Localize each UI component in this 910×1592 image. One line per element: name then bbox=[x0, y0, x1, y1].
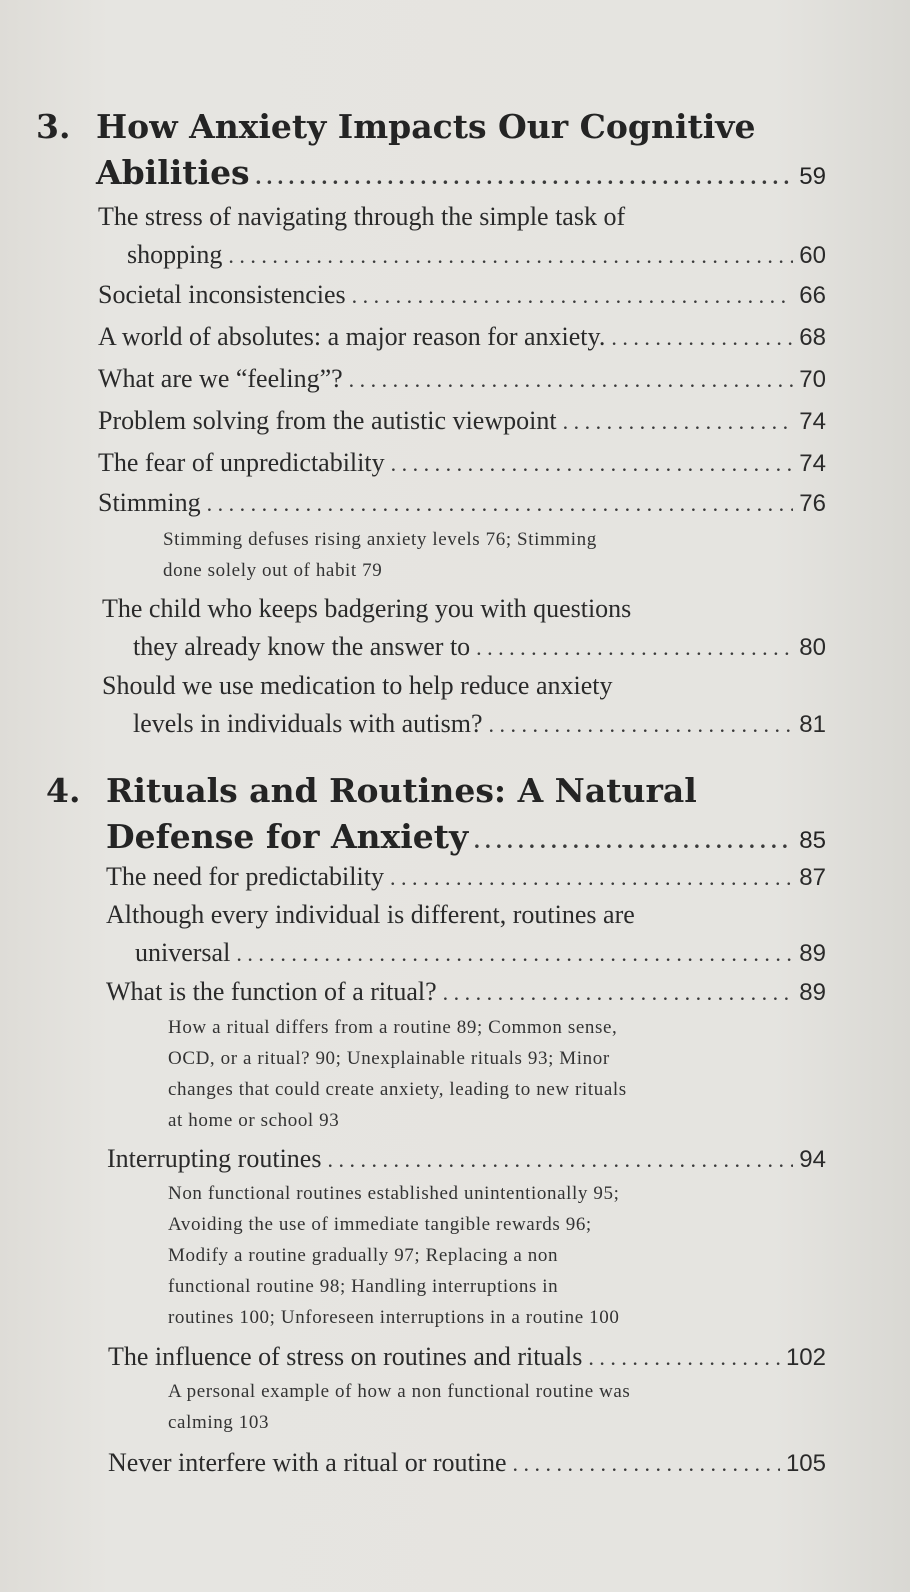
entry-text: levels in individuals with autism? bbox=[133, 709, 483, 738]
entry-text-line1: The child who keeps badgering you with questions bbox=[102, 594, 632, 623]
entry-page-number: 70 bbox=[799, 366, 826, 393]
entry-page-number: 76 bbox=[799, 490, 826, 517]
subtopic-line: Stimming defuses rising anxiety levels 76; Stimming bbox=[163, 529, 597, 550]
chapter-title-line1: How Anxiety Impacts Our Cognitive bbox=[96, 107, 756, 146]
entry-text-line1: Although every individual is different, routines are bbox=[106, 900, 635, 929]
entry-page-number: 89 bbox=[799, 940, 826, 967]
toc-entry bbox=[0, 318, 826, 357]
entry-page-number: 94 bbox=[799, 1146, 826, 1173]
entry-text: What are we “feeling”? bbox=[98, 364, 343, 393]
entry-text: they already know the answer to bbox=[133, 632, 471, 661]
subtopic-line: at home or school 93 bbox=[168, 1110, 340, 1131]
entry-text: universal bbox=[135, 938, 231, 967]
toc-entry bbox=[0, 896, 826, 973]
leader-dots bbox=[256, 154, 794, 200]
entry-page-number: 66 bbox=[799, 282, 826, 309]
subtopic-line: OCD, or a ritual? 90; Unexplainable rituals 93; Minor bbox=[168, 1048, 610, 1069]
subtopic-line: functional routine 98; Handling interruptions in bbox=[168, 1276, 559, 1297]
chapter-page-number: 85 bbox=[799, 827, 826, 854]
entry-text: Stimming bbox=[98, 488, 201, 517]
entry-page-number: 89 bbox=[799, 979, 826, 1006]
entry-page-number: 60 bbox=[799, 242, 826, 269]
entry-text: Interrupting routines bbox=[107, 1144, 322, 1173]
subtopic-line: Avoiding the use of immediate tangible rewards 96; bbox=[168, 1214, 592, 1235]
chapter-number: 4. bbox=[46, 771, 81, 810]
leader-dots bbox=[349, 361, 794, 399]
leader-dots bbox=[228, 237, 793, 275]
toc-entry bbox=[0, 276, 826, 315]
toc-entry bbox=[0, 198, 826, 275]
chapter-title-line1: Rituals and Routines: A Natural bbox=[106, 771, 697, 810]
leader-dots bbox=[443, 974, 794, 1012]
toc-entry bbox=[0, 590, 826, 667]
toc-entry bbox=[0, 667, 826, 744]
toc-entry bbox=[0, 444, 826, 483]
entry-page-number: 105 bbox=[785, 1450, 826, 1477]
leader-dots bbox=[327, 1141, 793, 1179]
toc-entry bbox=[0, 1140, 826, 1179]
toc-entry bbox=[0, 484, 826, 523]
leader-dots bbox=[476, 629, 793, 667]
entry-text: Never interfere with a ritual or routine bbox=[108, 1448, 507, 1477]
toc-entry bbox=[0, 973, 826, 1012]
entry-text: Societal inconsistencies bbox=[98, 280, 346, 309]
entry-text-line1: The stress of navigating through the simple task of bbox=[98, 202, 626, 231]
leader-dots bbox=[236, 935, 793, 973]
leader-dots bbox=[588, 1339, 780, 1377]
toc-entry bbox=[0, 360, 826, 399]
leader-dots bbox=[390, 859, 793, 897]
entry-text: The need for predictability bbox=[106, 862, 384, 891]
toc-subtopics bbox=[163, 524, 733, 586]
entry-page-number: 102 bbox=[785, 1344, 826, 1371]
subtopic-line: Modify a routine gradually 97; Replacing a non bbox=[168, 1245, 559, 1266]
toc-entry bbox=[0, 1444, 826, 1483]
entry-page-number: 74 bbox=[799, 450, 826, 477]
leader-dots bbox=[489, 706, 794, 744]
leader-dots bbox=[563, 403, 794, 441]
entry-text: The fear of unpredictability bbox=[98, 448, 385, 477]
entry-text-line1: Should we use medication to help reduce anxiety bbox=[102, 671, 613, 700]
subtopic-line: How a ritual differs from a routine 89; Common sense, bbox=[168, 1017, 618, 1038]
entry-page-number: 81 bbox=[799, 711, 826, 738]
subtopic-line: routines 100; Unforeseen interruptions in a routine 100 bbox=[168, 1307, 620, 1328]
entry-page-number: 68 bbox=[799, 324, 826, 351]
entry-text: The influence of stress on routines and rituals bbox=[108, 1342, 583, 1371]
entry-page-number: 87 bbox=[799, 864, 826, 891]
subtopic-line: calming 103 bbox=[168, 1412, 270, 1433]
chapter-page-number: 59 bbox=[799, 163, 826, 190]
subtopic-line: changes that could create anxiety, leading to new rituals bbox=[168, 1079, 627, 1100]
leader-dots bbox=[391, 445, 794, 483]
toc-entry bbox=[0, 1338, 826, 1377]
subtopic-line: A personal example of how a non functional routine was bbox=[168, 1381, 631, 1402]
leader-dots bbox=[207, 485, 794, 523]
toc-subtopics bbox=[168, 1012, 734, 1136]
toc-entry bbox=[0, 402, 826, 441]
subtopic-line: done solely out of habit 79 bbox=[163, 560, 383, 581]
entry-text: Problem solving from the autistic viewpoint bbox=[98, 406, 557, 435]
entry-page-number: 80 bbox=[799, 634, 826, 661]
entry-text: shopping bbox=[127, 240, 223, 269]
leader-dots bbox=[611, 319, 793, 357]
chapter-title-line2: Defense for Anxiety bbox=[106, 817, 469, 856]
toc-subtopics bbox=[168, 1376, 734, 1438]
leader-dots bbox=[352, 277, 794, 315]
chapter-title-line2: Abilities bbox=[96, 153, 250, 192]
leader-dots bbox=[513, 1445, 780, 1483]
toc-subtopics bbox=[168, 1178, 734, 1333]
entry-text: What is the function of a ritual? bbox=[106, 977, 437, 1006]
entry-page-number: 74 bbox=[799, 408, 826, 435]
entry-text: A world of absolutes: a major reason for anxiety. bbox=[98, 322, 606, 351]
toc-entry bbox=[0, 858, 826, 897]
subtopic-line: Non functional routines established unintentionally 95; bbox=[168, 1183, 620, 1204]
chapter-number: 3. bbox=[36, 107, 71, 146]
